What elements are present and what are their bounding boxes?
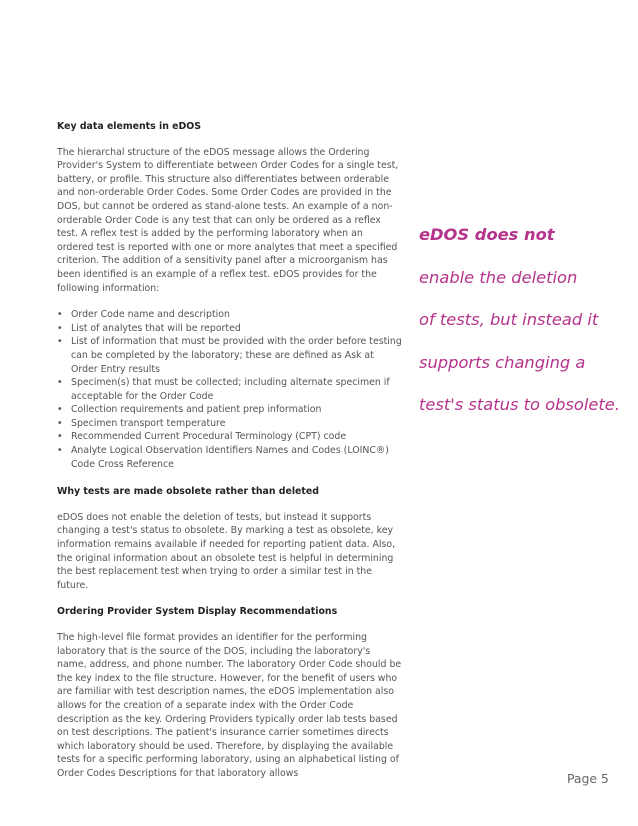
list-item: • Specimen(s) that must be collected; including alternate specimen if acceptable for the Order Code bbox=[57, 376, 402, 403]
list-item: • List of information that must be provided with the order before testing can be completed by the laboratory; these are defined as Ask at Order Entry results bbox=[57, 335, 402, 376]
pull-quote-line: eDOS does not bbox=[419, 225, 555, 244]
main-content bbox=[57, 120, 402, 794]
pull-quote bbox=[419, 214, 629, 427]
list-item: • Analyte Logical Observation Identifiers Names and Codes (LOINC®) Code Cross Reference bbox=[57, 444, 402, 471]
section-paragraph-display-recommendations: The high-level file format provides an identifier for the performing laboratory that is the source of the DOS, including the laboratory's name, address, and phone number. The laboratory Order Code should be the key index to the file structure. However, for the benefit of users who are familiar with test description names, the eDOS implementation also allows for the creation of a separate index with the Order Code description as the key. Ordering Providers typically order lab tests based on test descriptions. The patient's insurance carrier sometimes directs which laboratory should be used. Therefore, by displaying the available tests for a specific performing laboratory, using an alphabetical listing of Order Codes Descriptions for that laboratory allows bbox=[57, 632, 402, 779]
section-heading-key-data-elements: Key data elements in eDOS bbox=[57, 121, 202, 132]
section-heading-display-recommendations: Ordering Provider System Display Recommendations bbox=[57, 606, 338, 618]
section-paragraph-obsolete-tests: eDOS does not enable the deletion of tests, but instead it supports changing a test's status to obsolete. By marking a test as obsolete, key information remains available if needed for reporting patient data. Also, the original information about an obsolete test is helpful in determining the best replacement test when trying to order a similar test in the future. bbox=[57, 511, 396, 591]
list-item: • List of analytes that will be reported bbox=[57, 322, 402, 336]
section-paragraph-key-data-elements: The hierarchal structure of the eDOS message allows the Ordering Provider's System to differentiate between Order Codes for a single test, battery, or profile. This structure also differentiates between orderable and non-orderable Order Codes. Some Order Codes are provided in the DOS, but cannot be ordered as stand-alone tests. An example of a non-orderable Order Code is any test that can only be ordered as a reflex test. A reflex test is added by the performing laboratory when an ordered test is reported with one or more analytes that meet a specified criterion. The addition of a sensitivity panel after a microorganism has been identified is an example of a reflex test. eDOS provides for the following information: bbox=[57, 146, 399, 294]
page-number: Page 5 bbox=[567, 771, 609, 786]
list-item: • Specimen transport temperature bbox=[57, 417, 402, 431]
list-item: • Recommended Current Procedural Terminology (CPT) code bbox=[57, 430, 402, 444]
pull-quote-line: test's status to obsolete. bbox=[419, 395, 620, 414]
information-list bbox=[57, 308, 402, 471]
list-item: • Order Code name and description bbox=[57, 308, 402, 322]
section-heading-obsolete-tests: Why tests are made obsolete rather than deleted bbox=[57, 486, 319, 498]
pull-quote-line: enable the deletion bbox=[419, 267, 578, 287]
pull-quote-line: supports changing a bbox=[419, 352, 586, 372]
list-item: • Collection requirements and patient prep information bbox=[57, 403, 402, 417]
pull-quote-line: of tests, but instead it bbox=[419, 310, 599, 329]
